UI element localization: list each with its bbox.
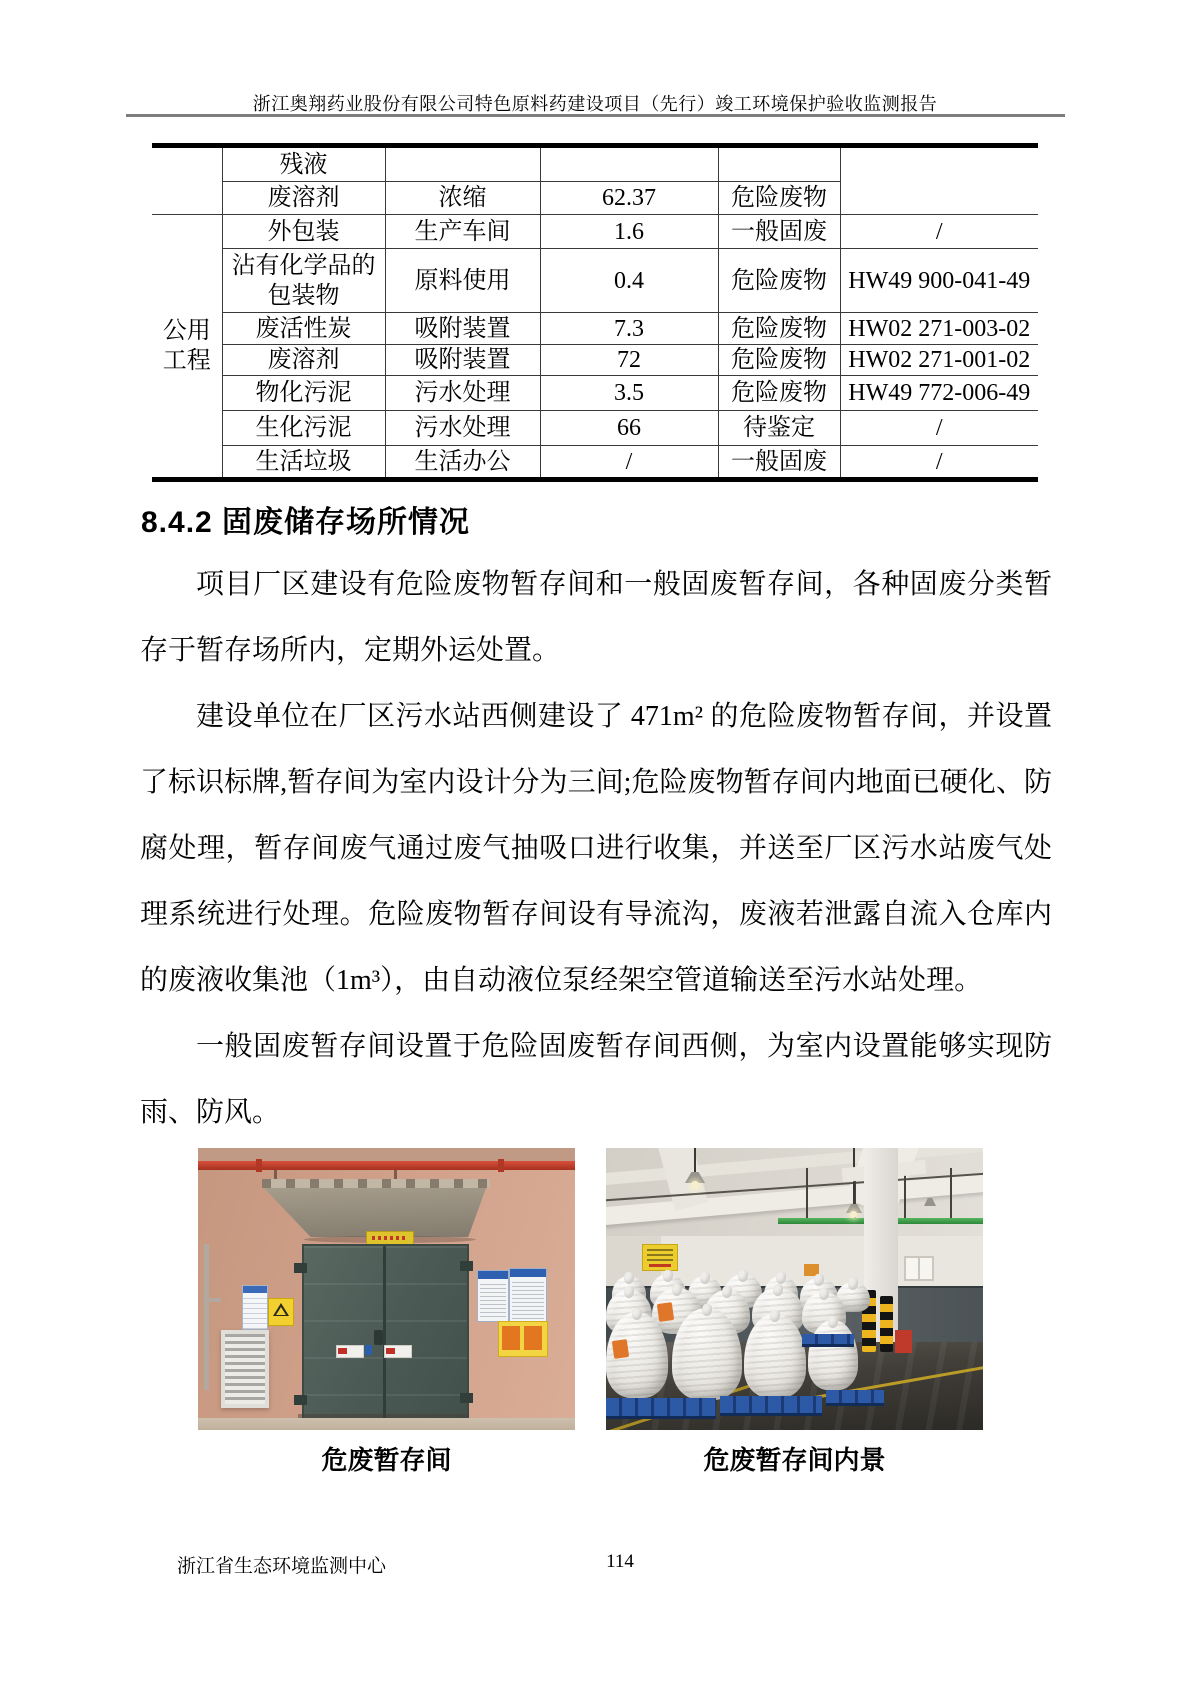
table-cell: 废溶剂	[222, 345, 385, 376]
wall-poster	[477, 1270, 509, 1322]
table-cell: 1.6	[540, 215, 718, 249]
red-pipe	[198, 1161, 575, 1170]
header-rule	[126, 114, 1065, 117]
table-cell: 62.37	[540, 182, 718, 215]
table-cell: 生产车间	[385, 215, 540, 249]
table-cell: 待鉴定	[718, 411, 840, 446]
paragraph: 项目厂区建设有危险废物暂存间和一般固废暂存间，各种固废分类暂存于暂存场所内，定期外运处置。	[140, 569, 1052, 666]
table-cell: 危险废物	[718, 182, 840, 215]
ground-strip	[198, 1418, 575, 1430]
door-canopy	[264, 1188, 486, 1237]
table-cell: 危险废物	[718, 376, 840, 411]
pipe-joint	[256, 1159, 262, 1172]
table-cell-group: 公用工程	[152, 215, 222, 480]
table-cell: 污水处理	[385, 411, 540, 446]
table-cell	[540, 146, 718, 182]
pipe-joint	[498, 1159, 504, 1172]
table-cell: HW02 271-001-02	[840, 345, 1038, 376]
solid-waste-table-wrap	[152, 143, 1038, 482]
door-sticker	[336, 1345, 364, 1358]
table-cell: 7.3	[540, 313, 718, 345]
wall-pipe	[204, 1298, 221, 1302]
photo-hazardous-waste-room-exterior	[198, 1148, 575, 1430]
paragraph: 一般固废暂存间设置于危险固废暂存间西侧，为室内设置能够实现防雨、防风。	[140, 1031, 1052, 1128]
photo-hazardous-waste-room-interior	[606, 1148, 983, 1430]
bulk-bag	[808, 1320, 858, 1390]
wall-pipe	[204, 1244, 209, 1390]
blue-pallet	[720, 1396, 822, 1416]
table-cell: 沾有化学品的包装物	[222, 249, 385, 313]
table-cell: 危险废物	[718, 249, 840, 313]
table-cell: 3.5	[540, 376, 718, 411]
table-cell: 危险废物	[718, 345, 840, 376]
solid-waste-table	[152, 143, 1038, 482]
table-cell: 废溶剂	[222, 182, 385, 215]
table-cell: HW49 900-041-49	[840, 249, 1038, 313]
bulk-bag	[744, 1314, 806, 1398]
door-lock	[374, 1330, 383, 1345]
table-cell: 72	[540, 345, 718, 376]
door-hinge	[460, 1393, 473, 1403]
table-cell: 危险废物	[718, 313, 840, 345]
hazard-triangle-sign	[268, 1298, 294, 1326]
figure-caption-left: 危废暂存间	[321, 1446, 452, 1475]
warehouse-double-door	[302, 1244, 469, 1430]
wall-top-strip	[198, 1148, 575, 1162]
vent-grille	[221, 1330, 269, 1408]
table-cell: 生化污泥	[222, 411, 385, 446]
table-cell: 0.4	[540, 249, 718, 313]
figure-caption-right: 危废暂存间内景	[703, 1446, 886, 1475]
table-cell: 一般固废	[718, 215, 840, 249]
table-cell: 残液	[222, 146, 385, 182]
door-sticker	[384, 1345, 412, 1358]
table-cell: 污水处理	[385, 376, 540, 411]
table-cell: HW02 271-003-02	[840, 313, 1038, 345]
fire-equipment-box	[895, 1330, 912, 1353]
section-heading: 8.4.2 固废储存场所情况	[141, 506, 471, 539]
door-hinge	[460, 1261, 473, 1271]
table-cell: 66	[540, 411, 718, 446]
body-text	[140, 552, 1052, 1146]
table-cell: 吸附装置	[385, 313, 540, 345]
blue-pallet	[802, 1334, 854, 1347]
door-hinge	[294, 1395, 307, 1405]
table-cell: 浓缩	[385, 182, 540, 215]
blue-pallet	[826, 1390, 884, 1406]
door-hinge	[294, 1263, 307, 1273]
table-cell	[840, 146, 1038, 215]
page-header-title: 浙江奥翔药业股份有限公司特色原料药建设项目（先行）竣工环境保护验收监测报告	[252, 94, 938, 114]
table-cell: 生活垃圾	[222, 446, 385, 480]
table-cell: /	[540, 446, 718, 480]
table-cell	[385, 146, 540, 182]
table-cell: 物化污泥	[222, 376, 385, 411]
table-cell-group-empty	[152, 146, 222, 215]
footer-page-number: 114	[606, 1551, 634, 1572]
door-sticker	[365, 1345, 372, 1355]
table-cell: /	[840, 446, 1038, 480]
table-cell: HW49 772-006-49	[840, 376, 1038, 411]
canopy-edge	[262, 1179, 490, 1188]
table-cell: 外包装	[222, 215, 385, 249]
table-cell: 废活性炭	[222, 313, 385, 345]
bulk-bag	[606, 1312, 668, 1398]
blue-pallet	[606, 1398, 716, 1419]
striped-bollard	[880, 1296, 893, 1352]
table-cell: 原料使用	[385, 249, 540, 313]
paragraph: 建设单位在厂区污水站西侧建设了 471m² 的危险废物暂存间，并设置了标识标牌,暂存间为室内设计分为三间;危险废物暂存间内地面已硬化、防腐处理，暂存间废气通过废气抽吸口进行收集，并送至厂区污水站废气处理系统进行处理。危险废物暂存间设有导流沟，废液若泄露自流入仓库内的废液收集池（1m³），由自动液位泵经架空管道输送至污水站处理。	[140, 701, 1052, 996]
table-cell: /	[840, 411, 1038, 446]
table-cell: 生活办公	[385, 446, 540, 480]
table-cell: /	[840, 215, 1038, 249]
orange-hazard-labels	[498, 1321, 548, 1357]
table-cell	[718, 146, 840, 182]
wall-poster	[242, 1285, 268, 1330]
wall-poster	[509, 1268, 547, 1322]
table-cell: 吸附装置	[385, 345, 540, 376]
bulk-bag-stacks	[606, 1148, 983, 1430]
footer-organization: 浙江省生态环境监测中心	[177, 1556, 387, 1577]
table-cell: 一般固废	[718, 446, 840, 480]
bulk-bag	[672, 1308, 742, 1400]
